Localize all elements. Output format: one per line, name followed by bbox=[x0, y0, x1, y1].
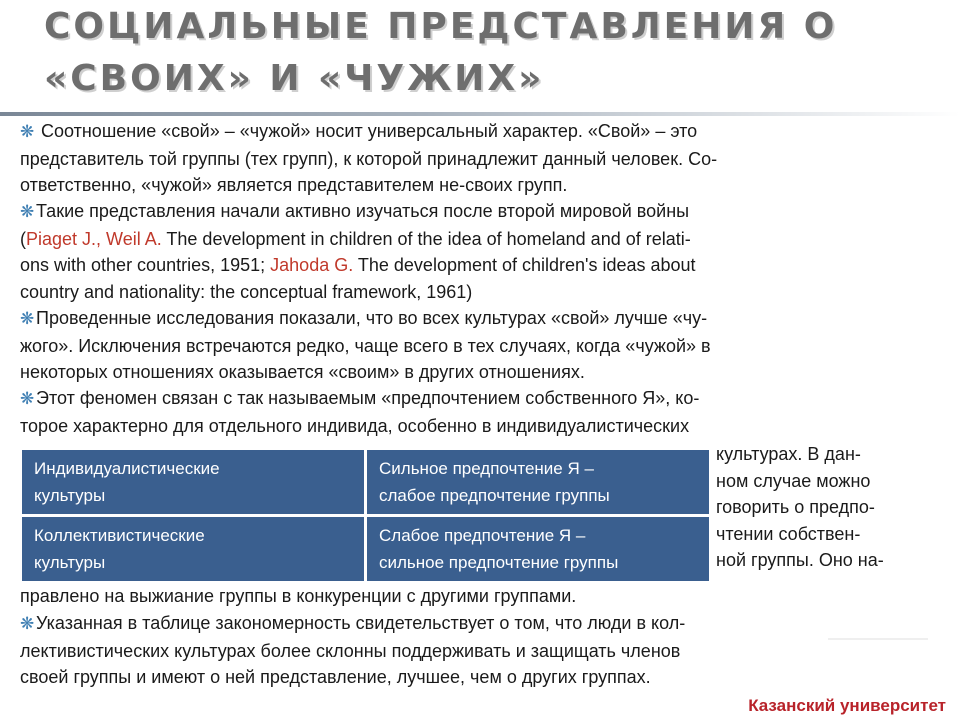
p4-side-line-4: чтении собствен- bbox=[716, 523, 861, 544]
p5-line-2: лективистических культурах более склонны поддерживать и защищать членов bbox=[20, 640, 681, 661]
paragraph-4-continuation bbox=[20, 583, 576, 610]
p4-side-line-5: ной группы. Оно на- bbox=[716, 550, 884, 570]
paragraph-5 bbox=[20, 610, 685, 691]
table-cell-culture bbox=[22, 450, 367, 517]
slide-title-line-2: «СВОИХ» И «ЧУЖИХ» bbox=[44, 58, 545, 99]
table-cell-preference bbox=[367, 450, 709, 517]
p2-line-1: Такие представления начали активно изучаться после второй мировой войны bbox=[36, 201, 690, 221]
paragraph-2 bbox=[20, 198, 696, 305]
p1-line-3: ответственно, «чужой» является представителем не-своих групп. bbox=[20, 175, 568, 195]
title-bar bbox=[0, 0, 960, 118]
bullet-icon: ❋ bbox=[20, 389, 35, 408]
p2-line-2-pre: ( bbox=[20, 228, 26, 249]
cell-text: культуры bbox=[34, 553, 106, 572]
p4-side-line-2: ном случае можно bbox=[716, 470, 871, 491]
slide-title-line-1: СОЦИАЛЬНЫЕ ПРЕДСТАВЛЕНИЯ О bbox=[44, 6, 838, 47]
reference-piaget: Piaget J., Weil A. bbox=[26, 228, 162, 249]
p2-line-3-post: The development of children's ideas about bbox=[353, 255, 696, 275]
p3-line-1: Проведенные исследования показали, что во всех культурах «свой» лучше «чу- bbox=[36, 308, 708, 328]
cell-text: культуры bbox=[34, 486, 106, 505]
paragraph-4-side-column bbox=[716, 441, 946, 574]
cell-text: Слабое предпочтение Я – bbox=[379, 526, 586, 545]
paragraph-1 bbox=[20, 118, 717, 199]
p2-line-3-pre: ons with other countries, 1951; bbox=[20, 255, 271, 275]
paragraph-4 bbox=[20, 385, 699, 439]
cell-text: слабое предпочтение группы bbox=[379, 486, 610, 505]
table-row bbox=[22, 517, 709, 581]
p4-side-line-1: культурах. В дан- bbox=[716, 444, 861, 464]
p1-line-2: представитель той группы (тех групп), к которой принадлежит данный человек. Со- bbox=[20, 148, 718, 169]
title-underline bbox=[0, 112, 960, 116]
bullet-icon: ❋ bbox=[20, 614, 35, 633]
p1-line-1: Соотношение «свой» – «чужой» носит универсальный характер. «Свой» – это bbox=[36, 121, 698, 141]
p4-after-line: правлено на выжиание группы в конкуренции с другими группами. bbox=[20, 586, 577, 606]
p2-line-4: country and nationality: the conceptual framework, 1961) bbox=[20, 281, 473, 302]
bullet-icon: ❋ bbox=[20, 122, 35, 141]
culture-preference-table bbox=[22, 450, 709, 581]
footer-university-name: Казанский университет bbox=[748, 696, 946, 715]
table-cell-preference bbox=[367, 517, 709, 581]
p4-line-2: торое характерно для отдельного индивида, особенно в индивидуалистических bbox=[20, 415, 690, 436]
cell-text: сильное предпочтение группы bbox=[379, 553, 619, 572]
p5-line-1: Указанная в таблице закономерность свидетельствует о том, что люди в кол- bbox=[36, 613, 686, 633]
p3-line-2: жого». Исключения встречаются редко, чаще всего в тех случаях, когда «чужой» в bbox=[20, 335, 711, 356]
p5-line-3: своей группы и имеют о ней представление, лучшее, чем о других группах. bbox=[20, 667, 651, 687]
table-row bbox=[22, 450, 709, 517]
cell-text: Сильное предпочтение Я – bbox=[379, 459, 594, 478]
reference-jahoda: Jahoda G. bbox=[270, 255, 354, 275]
p3-line-3: некоторых отношениях оказывается «своим» в других отношениях. bbox=[20, 362, 585, 382]
bullet-icon: ❋ bbox=[20, 309, 35, 328]
cell-text: Коллективистические bbox=[34, 526, 205, 545]
table-cell-culture bbox=[22, 517, 367, 581]
cell-text: Индивидуалистические bbox=[34, 459, 220, 478]
paragraph-3 bbox=[20, 305, 711, 386]
p2-line-2-post: The development in children of the idea of homeland and of relati- bbox=[161, 228, 691, 249]
university-building-watermark-icon bbox=[828, 638, 928, 694]
p4-line-1: Этот феномен связан с так называемым «предпочтением собственного Я», ко- bbox=[36, 388, 700, 408]
p4-side-line-3: говорить о предпо- bbox=[716, 497, 875, 517]
bullet-icon: ❋ bbox=[20, 202, 35, 221]
